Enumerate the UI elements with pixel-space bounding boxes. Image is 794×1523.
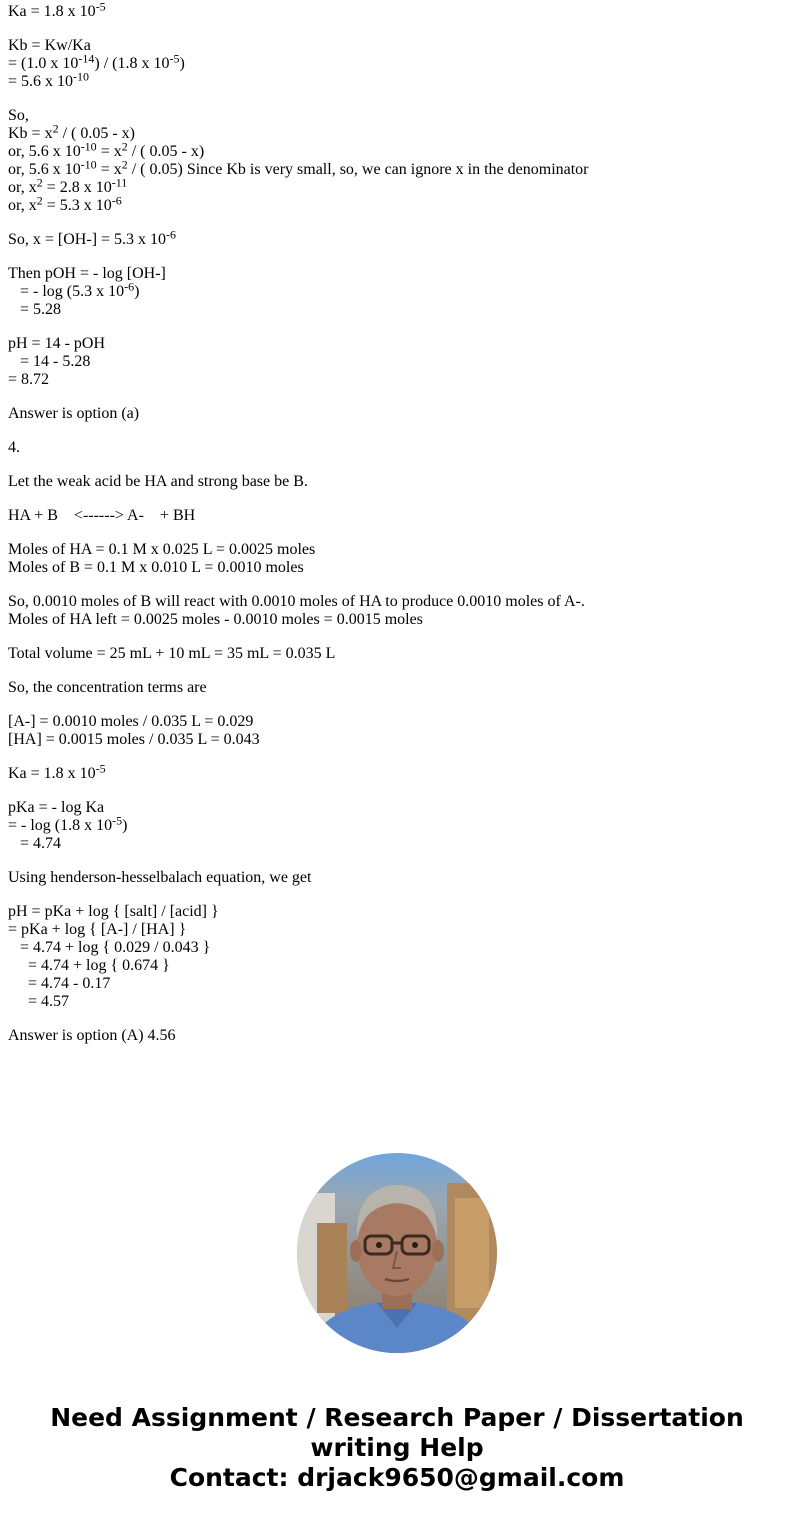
equation-text: Answer is option (a) (8, 405, 140, 422)
equation-text: So, 0.0010 moles of B will react with 0.0010 moles of HA to produce 0.0010 moles of A-. (8, 593, 585, 610)
solution-line (8, 645, 788, 663)
solution-paragraph (8, 265, 788, 319)
equation-text: / ( 0.05) Since Kb is very small, so, we can ignore x in the denominator (127, 161, 589, 178)
solution-paragraph (8, 761, 788, 783)
equation-text: ) (179, 55, 185, 72)
footer-contact-line: Contact: drjack9650@gmail.com (169, 1463, 625, 1492)
solution-paragraph (8, 507, 788, 525)
solution-line (8, 679, 788, 697)
superscript-text: -6 (124, 279, 135, 294)
solution-paragraph (8, 799, 788, 853)
equation-text: or, x (8, 197, 37, 214)
solution-paragraph (8, 0, 788, 21)
superscript-text: 2 (121, 157, 128, 172)
superscript-text: -14 (78, 51, 95, 66)
solution-line (8, 51, 788, 73)
solution-paragraph (8, 405, 788, 423)
contact-footer (0, 1403, 794, 1493)
superscript-text: -5 (95, 0, 106, 14)
equation-text: ) (134, 283, 140, 300)
equation-text: pH = pKa + log { [salt] / [acid] } (8, 903, 219, 920)
solution-line (8, 473, 788, 491)
solution-paragraph (8, 679, 788, 697)
superscript-text: -11 (111, 175, 128, 190)
equation-text: = 8.72 (8, 371, 50, 388)
solution-line (8, 0, 788, 21)
solution-paragraph (8, 869, 788, 887)
solution-line (8, 559, 788, 577)
solution-paragraph (8, 473, 788, 491)
equation-text: Total volume = 25 mL + 10 mL = 35 mL = 0.035 L (8, 645, 336, 662)
equation-text: ) / (1.8 x 10 (94, 55, 170, 72)
superscript-text: 2 (36, 193, 43, 208)
equation-text: = 2.8 x 10 (42, 179, 112, 196)
solution-paragraph (8, 335, 788, 389)
solution-line (8, 813, 788, 835)
solution-line (8, 439, 788, 457)
equation-text: = 4.74 (8, 835, 62, 852)
equation-text: [HA] = 0.0015 moles / 0.035 L = 0.043 (8, 731, 260, 748)
solution-line (8, 993, 788, 1011)
superscript-text: -6 (111, 193, 122, 208)
solution-line (8, 921, 788, 939)
superscript-text: -10 (73, 69, 90, 84)
superscript-text: 2 (121, 139, 128, 154)
equation-text: 4. (8, 439, 20, 456)
solution-text (8, 0, 788, 1061)
solution-line (8, 975, 788, 993)
superscript-text: 2 (52, 121, 59, 136)
superscript-text: -5 (169, 51, 180, 66)
superscript-text: -5 (95, 761, 106, 776)
solution-line (8, 69, 788, 91)
equation-text: = 4.74 + log { 0.674 } (8, 957, 170, 974)
solution-line (8, 593, 788, 611)
solution-paragraph (8, 107, 788, 215)
superscript-text: -5 (112, 813, 123, 828)
superscript-text: -6 (166, 227, 177, 242)
equation-text: = (1.0 x 10 (8, 55, 79, 72)
equation-text: pKa = - log Ka (8, 799, 105, 816)
solution-line (8, 301, 788, 319)
superscript-text: 2 (36, 175, 43, 190)
solution-line (8, 107, 788, 125)
equation-text: Kb = x (8, 125, 53, 142)
equation-text: = 5.28 (8, 301, 62, 318)
equation-text: Kb = Kw/Ka (8, 37, 91, 54)
equation-text: = x (96, 161, 122, 178)
equation-text: So, x = [OH-] = 5.3 x 10 (8, 231, 167, 248)
solution-line (8, 713, 788, 731)
solution-line (8, 353, 788, 371)
solution-paragraph (8, 645, 788, 663)
equation-text: [A-] = 0.0010 moles / 0.035 L = 0.029 (8, 713, 254, 730)
solution-paragraph (8, 541, 788, 577)
equation-text: / ( 0.05 - x) (58, 125, 136, 142)
equation-text: Moles of HA left = 0.0025 moles - 0.0010 moles = 0.0015 moles (8, 611, 423, 628)
solution-line (8, 335, 788, 353)
solution-line (8, 193, 788, 215)
solution-paragraph (8, 227, 788, 249)
equation-text: Moles of B = 0.1 M x 0.010 L = 0.0010 moles (8, 559, 304, 576)
solution-line (8, 1027, 788, 1045)
equation-text: = 4.74 + log { 0.029 / 0.043 } (8, 939, 211, 956)
solution-line (8, 731, 788, 749)
equation-text: So, the concentration terms are (8, 679, 207, 696)
solution-paragraph (8, 439, 788, 457)
solution-line (8, 761, 788, 783)
solution-line (8, 835, 788, 853)
author-avatar (297, 1153, 497, 1353)
solution-line (8, 939, 788, 957)
superscript-text: -10 (80, 139, 97, 154)
solution-paragraph (8, 593, 788, 629)
solution-line (8, 279, 788, 301)
equation-text: Using henderson-hesselbalach equation, we get (8, 869, 312, 886)
equation-text: Moles of HA = 0.1 M x 0.025 L = 0.0025 moles (8, 541, 316, 558)
equation-text: = 4.74 - 0.17 (8, 975, 111, 992)
equation-text: or, 5.6 x 10 (8, 143, 81, 160)
author-portrait-image (297, 1153, 497, 1353)
equation-text: = 5.6 x 10 (8, 73, 74, 90)
solution-line (8, 227, 788, 249)
equation-text: pH = 14 - pOH (8, 335, 106, 352)
solution-paragraph (8, 903, 788, 1011)
solution-line (8, 541, 788, 559)
solution-paragraph (8, 1027, 788, 1045)
equation-text: / ( 0.05 - x) (127, 143, 205, 160)
equation-text: = - log (1.8 x 10 (8, 817, 113, 834)
solution-line (8, 37, 788, 55)
footer-line-2: writing Help (310, 1433, 484, 1462)
equation-text: HA + B <------> A- + BH (8, 507, 196, 524)
solution-paragraph (8, 713, 788, 749)
equation-text: = x (96, 143, 122, 160)
solution-line (8, 957, 788, 975)
equation-text: So, (8, 107, 29, 124)
solution-line (8, 869, 788, 887)
solution-line (8, 405, 788, 423)
equation-text: or, 5.6 x 10 (8, 161, 81, 178)
equation-text: or, x (8, 179, 37, 196)
solution-line (8, 371, 788, 389)
equation-text: = 5.3 x 10 (42, 197, 112, 214)
solution-line (8, 903, 788, 921)
equation-text: Ka = 1.8 x 10 (8, 3, 96, 20)
equation-text: = - log (5.3 x 10 (8, 283, 125, 300)
equation-text: ) (122, 817, 128, 834)
solution-line (8, 799, 788, 817)
equation-text: = 14 - 5.28 (8, 353, 91, 370)
superscript-text: -10 (80, 157, 97, 172)
equation-text: Ka = 1.8 x 10 (8, 765, 96, 782)
solution-line (8, 175, 788, 197)
solution-paragraph (8, 37, 788, 91)
equation-text: Then pOH = - log [OH-] (8, 265, 166, 282)
solution-line (8, 611, 788, 629)
footer-line-1: Need Assignment / Research Paper / Dissertation (50, 1403, 744, 1432)
equation-text: = pKa + log { [A-] / [HA] } (8, 921, 187, 938)
equation-text: = 4.57 (8, 993, 70, 1010)
equation-text: Let the weak acid be HA and strong base be B. (8, 473, 308, 490)
solution-line (8, 507, 788, 525)
equation-text: Answer is option (A) 4.56 (8, 1027, 176, 1044)
